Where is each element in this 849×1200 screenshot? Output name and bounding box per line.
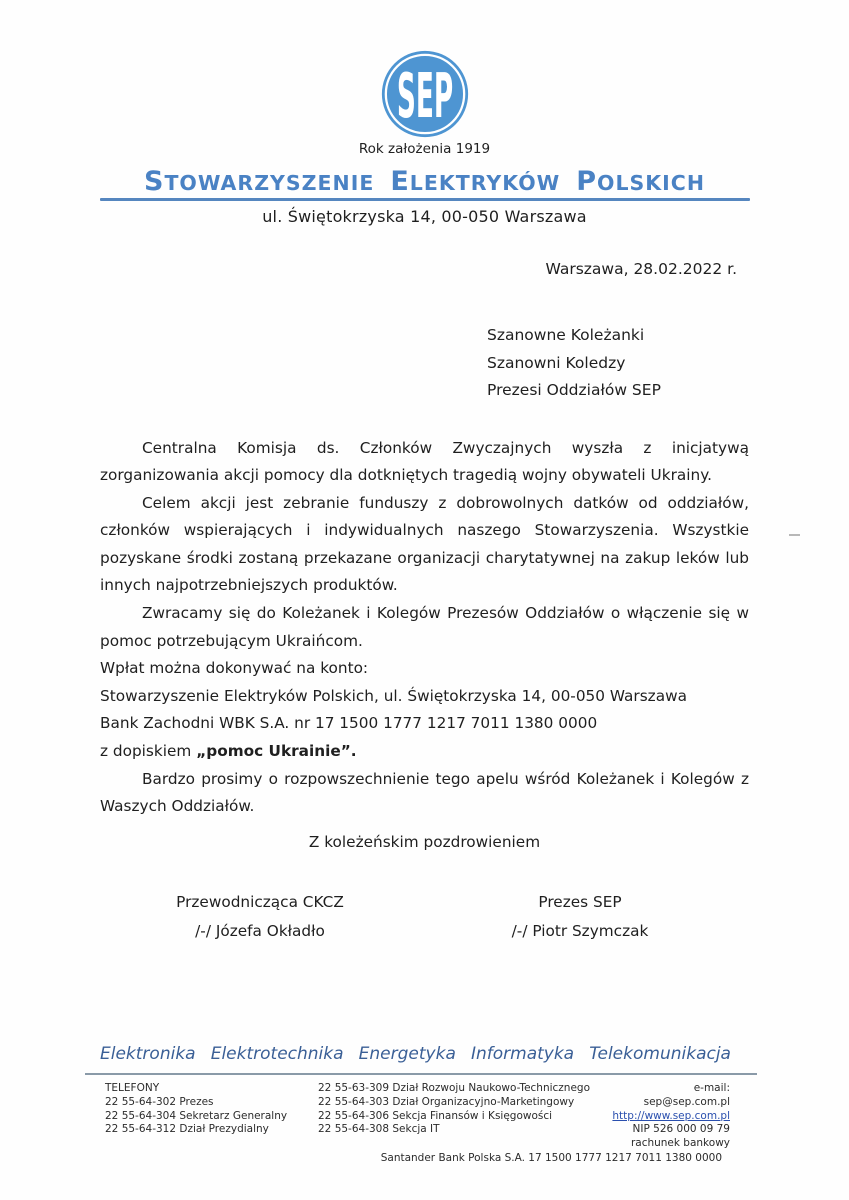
org-title-word: STOWARZYSZENIE bbox=[143, 166, 375, 197]
sep-logo-icon bbox=[381, 50, 469, 138]
department-line: 22 55-64-306 Sekcja Finansów i Księgowości bbox=[318, 1109, 553, 1122]
account-note-bold: „pomoc Ukrainie”. bbox=[196, 742, 357, 761]
org-title-word: ELEKTRYKÓW bbox=[390, 166, 561, 197]
signature-left bbox=[150, 893, 370, 940]
footer-divider bbox=[85, 1073, 757, 1075]
letter-body bbox=[100, 435, 749, 821]
closing-line: Z koleżeńskim pozdrowieniem bbox=[308, 832, 541, 851]
phone-line: 22 55-64-302 Prezes bbox=[105, 1095, 214, 1108]
phones-column bbox=[105, 1082, 318, 1151]
salutation-line: Szanowne Koleżanki bbox=[487, 326, 645, 344]
salutation-line: Szanowni Koledzy bbox=[487, 353, 626, 372]
website-link[interactable]: http://www.sep.com.pl bbox=[612, 1109, 730, 1122]
salutation-line: Prezesi Oddziałów SEP bbox=[487, 381, 661, 399]
category-item: Telekomunikacja bbox=[589, 1044, 731, 1064]
category-item: Elektronika bbox=[100, 1044, 196, 1064]
footer-columns bbox=[105, 1082, 730, 1151]
email-line: e-mail: sep@sep.com.pl bbox=[643, 1082, 730, 1108]
sep-logo-text: SEP bbox=[396, 59, 453, 132]
bank-account-label: rachunek bankowy bbox=[630, 1137, 730, 1150]
phones-header: TELEFONY bbox=[105, 1082, 160, 1094]
scan-artifact bbox=[789, 534, 800, 536]
signature-name: /-/ Józefa Okładło bbox=[195, 921, 325, 940]
signature-name: /-/ Piotr Szymczak bbox=[511, 921, 649, 940]
department-line: 22 55-64-308 Sekcja IT bbox=[318, 1123, 440, 1136]
body-paragraph: Zwracamy się do Koleżanek i Kolegów Prezesów Oddziałów o włączenie się w pomoc potrzebującym Ukraińcom. bbox=[100, 604, 749, 650]
dateline: Warszawa, 28.02.2022 r. bbox=[545, 260, 737, 278]
org-title-word: POLSKICH bbox=[576, 166, 705, 197]
organization-title bbox=[0, 166, 849, 197]
phone-line: 22 55-64-312 Dział Prezydialny bbox=[105, 1123, 269, 1136]
category-item: Informatyka bbox=[470, 1044, 575, 1064]
department-line: 22 55-64-303 Dział Organizacyjno-Marketingowy bbox=[318, 1095, 575, 1108]
department-line: 22 55-63-309 Dział Rozwoju Naukowo-Technicznego bbox=[318, 1082, 591, 1094]
categories-bar bbox=[100, 1044, 731, 1064]
body-paragraph: Celem akcji jest zebranie funduszy z dobrowolnych datków od oddziałów, członków wspierających i indywidualnych naszego Stowarzyszenia. Wszystkie pozyskane środki zostaną przekazane organizacji charytatywnej na zakup leków lub innych najpotrzebniejszych produktów. bbox=[100, 493, 749, 595]
title-underline bbox=[100, 198, 750, 201]
org-address: ul. Świętokrzyska 14, 00-050 Warszawa bbox=[262, 207, 587, 226]
body-paragraph: Centralna Komisja ds. Członków Zwyczajnych wyszła z inicjatywą zorganizowania akcji pomocy dla dotkniętych tragedią wojny obywateli Ukrainy. bbox=[100, 438, 749, 485]
account-intro-line: Wpłat można dokonywać na konto: bbox=[100, 659, 369, 678]
account-number-line: Bank Zachodni WBK S.A. nr 17 1500 1777 1217 7011 1380 0000 bbox=[100, 714, 598, 733]
category-item: Energetyka bbox=[358, 1044, 456, 1064]
departments-column bbox=[318, 1082, 608, 1151]
account-holder-line: Stowarzyszenie Elektryków Polskich, ul. Świętokrzyska 14, 00-050 Warszawa bbox=[100, 686, 687, 705]
footer bbox=[0, 1044, 849, 1164]
nip-line: NIP 526 000 09 79 bbox=[632, 1123, 730, 1136]
sep-logo bbox=[0, 50, 849, 138]
phone-line: 22 55-64-304 Sekretarz Generalny bbox=[105, 1109, 288, 1122]
account-note-line bbox=[100, 738, 749, 766]
signatures-block bbox=[150, 893, 849, 940]
signature-right bbox=[470, 893, 690, 940]
signature-role: Prezes SEP bbox=[538, 892, 622, 911]
account-note-prefix: z dopiskiem bbox=[100, 742, 197, 761]
founded-year-line: Rok założenia 1919 bbox=[358, 141, 491, 157]
contact-column bbox=[608, 1082, 730, 1151]
salutation-block bbox=[487, 322, 849, 405]
bank-account-line: Santander Bank Polska S.A. 17 1500 1777 1217 7011 1380 0000 bbox=[380, 1151, 722, 1164]
body-paragraph: Bardzo prosimy o rozpowszechnienie tego apelu wśród Koleżanek i Kolegów z Waszych Oddziałów. bbox=[100, 769, 749, 816]
signature-role: Przewodnicząca CKCZ bbox=[176, 892, 344, 911]
category-item: Elektrotechnika bbox=[210, 1044, 344, 1064]
letterhead bbox=[0, 0, 849, 226]
